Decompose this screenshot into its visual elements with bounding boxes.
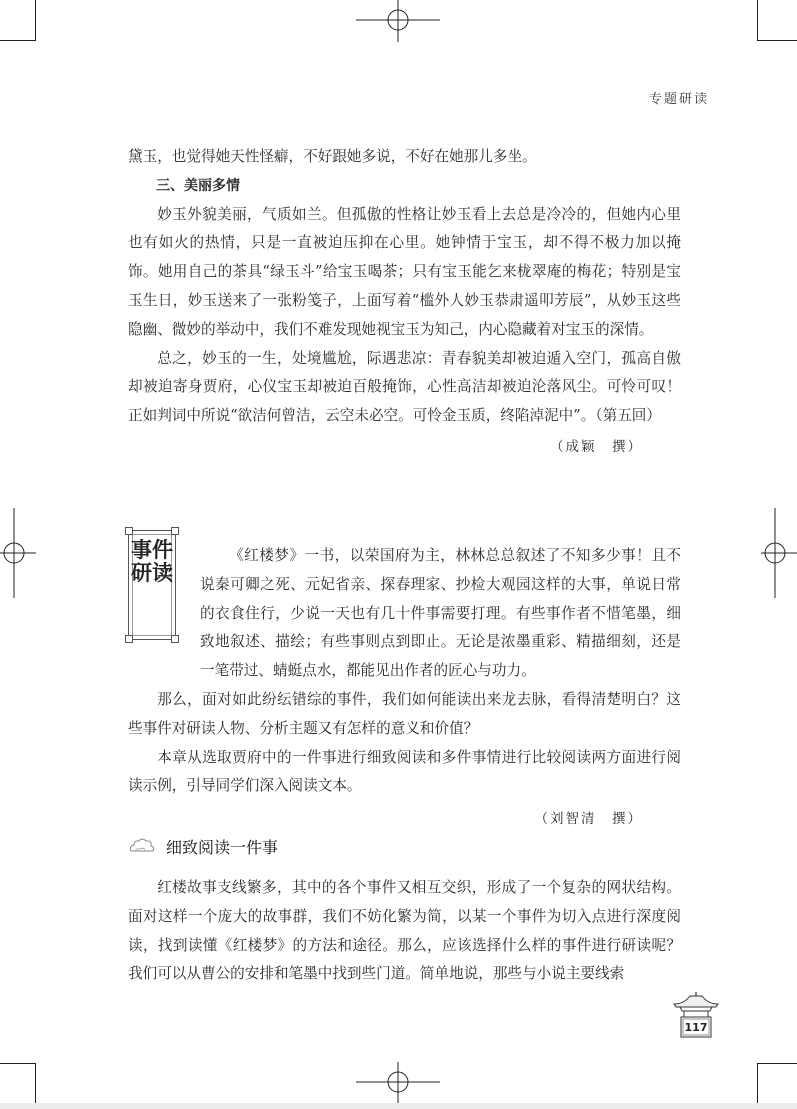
subheading: 三、美丽多情 [156,177,240,194]
registration-mark-bottom-icon [356,1062,440,1104]
crop-mark-br-v [757,1063,758,1103]
crop-mark-br-h [757,1063,797,1064]
section-title: 细致阅读一件事 [166,837,279,857]
paragraph-beauty: 妙玉外貌美丽，气质如兰。但孤傲的性格让妙玉看上去总是冷冷的，但她内心里也有如火的热情，只是一直被迫压抑在心里。她钟情于宝玉，却不得不极力加以掩饰。她用自己的茶具“绿玉斗”给宝玉喝茶；只有宝玉能乞来栊翠庵的梅花；特别是宝玉生日，妙玉送来了一张粉笺子，上面写着“槛外人妙玉恭肃遥叩芳辰”，从妙玉这些隐幽、微妙的举动中，我们不难发现她视宝玉为知己，内心隐藏着对宝玉的深情。 [128,205,681,338]
pavilion-roof-icon [672,990,720,1044]
part2-intro [200,542,681,686]
section-heading [128,832,278,860]
crop-mark-bl-h [0,1063,36,1064]
page-number-badge [672,990,720,1044]
running-header: 专题研读 [648,92,709,107]
cloud-ornament-icon [128,836,156,856]
registration-mark-top-icon [356,0,440,42]
crop-mark-tl-v [35,0,36,40]
part3-body [128,874,681,989]
paragraph-plan: 本章从选取贾府中的一件事进行细致阅读和多件事情进行比较阅读两方面进行阅读示例，引导同学们深入阅读文本。 [128,748,681,795]
tag-label: 事件研读 [131,537,173,585]
paragraph-summary: 总之，妙玉的一生，处境尴尬，际遇悲凉：青春貌美却被迫遁入空门，孤高自傲却被迫寄身贾府，心仪宝玉却被迫百般掩饰，心性高洁却被迫沦落风尘。可怜可叹！正如判词中所说“欲洁何曾洁，云空未必空。可怜金玉质，终陷淖泥中”。（第五回） [128,349,681,425]
paragraph-question: 那么，面对如此纷纭错综的事件，我们如何能读出来龙去脉，看得清楚明白？这些事件对研读人物、分析主题又有怎样的意义和价值？ [128,691,681,737]
crop-mark-tl-h [0,40,36,41]
author-credit-2: （刘智清 撰） [534,811,643,828]
event-study-tag [128,530,176,640]
part1-body [128,143,681,462]
bottom-band [0,1103,797,1109]
part2-body [128,686,681,834]
author-credit: （成颖 撰） [550,438,643,455]
paragraph-continuation: 黛玉，也觉得她天性怪癖，不好跟她多说，不好在她那儿多坐。 [128,148,537,165]
registration-mark-left-icon [0,508,36,598]
crop-mark-bl-v [35,1063,36,1103]
paragraph-detail: 红楼故事支线繁多，其中的各个事件又相互交织，形成了一个复杂的网状结构。面对这样一个庞大的故事群，我们不妨化繁为简，以某一个事件为切入点进行深度阅读，找到读懂《红楼梦》的方法和途径。那么，应该选择什么样的事件进行研读呢？我们可以从曹公的安排和笔墨中找到些门道。简单地说，那些与小说主要线索 [128,879,681,983]
crop-mark-tr-h [757,40,797,41]
paragraph-intro: 《红楼梦》一书，以荣国府为主，林林总总叙述了不知多少事！且不说秦可卿之死、元妃省亲、探春理家、抄检大观园这样的大事，单说日常的衣食住行，少说一天也有几十件事需要打理。有些事作者不惜笔墨，细致地叙述、描绘；有些事则点到即止。无论是浓墨重彩、精描细刻，还是一笔带过、蜻蜓点水，都能见出作者的匠心与功力。 [200,547,681,680]
crop-mark-tr-v [757,0,758,40]
page-number: 117 [684,1021,708,1034]
registration-mark-right-icon [761,508,797,598]
